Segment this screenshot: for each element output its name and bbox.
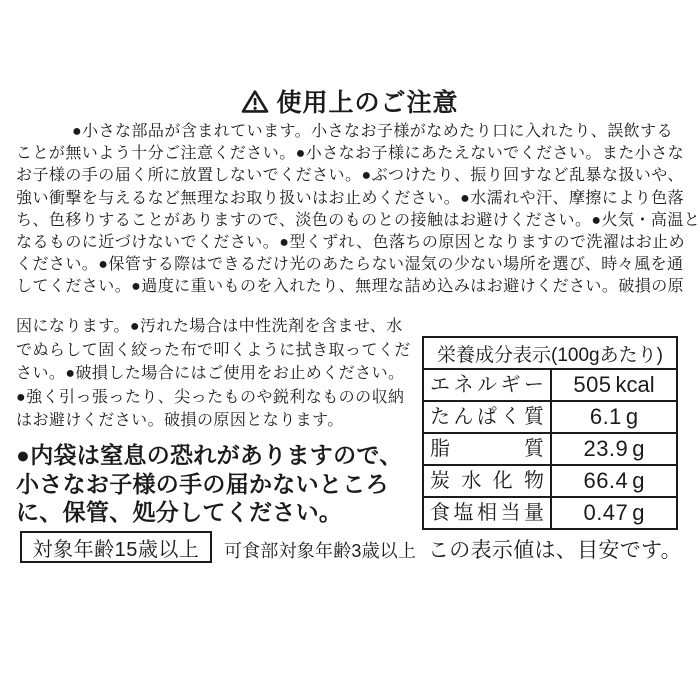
precaution-line: ください。●保管する際はできるだけ光のあたらない湿気の少ない場所を選び、時々風を通 (16, 256, 684, 274)
nutrition-value-unit: g (632, 500, 645, 525)
page-title-row (0, 83, 700, 119)
warning-triangle-icon (241, 89, 269, 114)
nutrition-value (552, 402, 676, 432)
nutrition-row-energy (424, 370, 676, 402)
precaution-line: ことが無いよう十分ご注意ください。●小さなお子様にあたえないでください。また小さな (16, 145, 685, 163)
nutrition-value-number: 505 (573, 372, 612, 397)
target-age-box (20, 531, 212, 563)
nutrition-table-header: 栄養成分表示(100gあたり) (424, 338, 676, 370)
suffocation-warning-line: 小さなお子様の手の届かないところ (16, 470, 389, 497)
page-title: 使用上のご注意 (276, 89, 459, 117)
precautions-wide-block (16, 121, 700, 299)
suffocation-warning-line: ●内袋は窒息の恐れがありますので、 (16, 442, 403, 468)
nutrition-label: たんぱく質 (424, 402, 552, 432)
precaution-line: してください。●過度に重いものを入れたり、無理な詰め込みはお避けください。破損の原 (16, 278, 685, 296)
nutrition-value (552, 370, 676, 400)
precaution-line: お子様の手の届く所に放置しないでください。●ぶつけたり、振り回すなど乱暴な扱いや、 (16, 167, 684, 185)
precaution-line: 強い衝撃を与えるなど無理なお取り扱いはお止めください。●水濡れや汗、摩擦により色落 (16, 189, 685, 207)
nutrition-label: 炭水化物 (424, 466, 552, 496)
nutrition-label: エネルギー (424, 370, 552, 400)
nutrition-value (552, 466, 676, 496)
precaution-line: ●小さな部品が含まれています。小さなお子様がなめたり口に入れたり、誤飲する (72, 123, 674, 140)
nutrition-row-fat (424, 434, 676, 466)
edible-target-age-text: 可食部対象年齢3歳以上 (224, 541, 417, 561)
nutrition-value-number: 23.9 (583, 436, 629, 461)
nutrition-row-salt (424, 498, 676, 528)
precaution-line: ち、色移りすることがありますので、淡色のものとの接触はお避けください。●火気・高温と (16, 211, 700, 229)
nutrition-value-unit: g (632, 436, 645, 461)
nutrition-table (422, 336, 678, 530)
nutrition-value (552, 434, 676, 464)
nutrition-label: 食塩相当量 (424, 498, 552, 528)
precaution-line: でぬらして固く絞った布で叩くように拭き取ってくだ (16, 341, 411, 359)
nutrition-value-number: 6.1 (589, 404, 622, 429)
nutrition-value-number: 0.47 (583, 500, 629, 525)
precaution-line: 因になります。●汚れた場合は中性洗剤を含ませ、水 (16, 318, 403, 335)
nutrition-value-number: 66.4 (583, 468, 629, 493)
suffocation-warning-block (16, 441, 403, 527)
nutrition-row-protein (424, 402, 676, 434)
precaution-line: なるものに近づけないでください。●型くずれ、色落ちの原因となりますので洗濯はお止め (16, 233, 686, 251)
precaution-line: ●強く引っ張ったり、尖ったものや鋭利なものの収納 (16, 388, 405, 406)
target-age-text: 対象年齢15歳以上 (32, 538, 200, 561)
precaution-line: はお避けください。破損の原因となります。 (16, 412, 344, 429)
precaution-line: さい。●破損した場合にはご使用をお止めください。 (16, 365, 405, 382)
nutrition-value (552, 498, 676, 528)
suffocation-warning-line: に、保管、処分してください。 (16, 499, 343, 525)
precautions-narrow-block (16, 315, 430, 433)
nutrition-value-unit: g (625, 404, 639, 429)
nutrition-row-carbohydrate (424, 466, 676, 498)
nutrition-value-unit: g (632, 468, 645, 493)
nutrition-note: この表示値は、目安です。 (428, 539, 682, 562)
nutrition-label: 脂質 (424, 434, 552, 464)
nutrition-value-unit: kcal (615, 372, 655, 397)
